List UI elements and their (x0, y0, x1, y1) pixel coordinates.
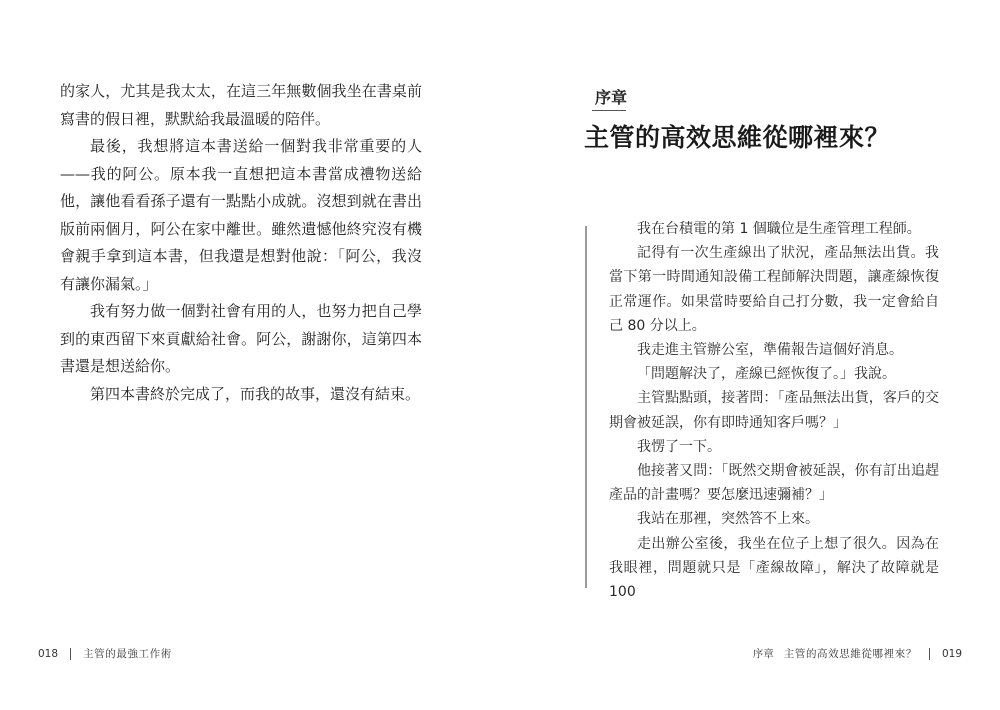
right-paragraph-8: 我站在那裡，突然答不上來。 (637, 511, 819, 528)
left-page-number: 018 (38, 647, 59, 660)
right-footer (753, 646, 962, 661)
left-footer (38, 646, 172, 661)
left-paragraph-1: 的家人，尤其是我太太，在這三年無數個我坐在書桌前寫書的假日裡，默默給我最溫暖的陪伴。 (60, 82, 422, 128)
right-paragraph-5: 主管點點頭，接著問：「產品無法出貨，客戶的交期會被延誤，你有即時通知客戶嗎？」 (609, 390, 939, 431)
left-paragraph-2: 最後，我想將這本書送給一個對我非常重要的人——我的阿公。原本我一直想把這本書當成禮物送給他，讓他看看孫子還有一點點小成就。沒想到就在書出版前兩個月，阿公在家中離世。雖然遺憾他終究沒有機會親手拿到這本書，但我還是想對他說：「阿公，我沒有讓你漏氣。」 (60, 137, 422, 293)
right-page (500, 0, 1000, 710)
right-page-body (609, 217, 939, 604)
right-paragraph-7: 他接著又問：「既然交期會被延誤，你有訂出追趕產品的計畫嗎？要怎麼迅速彌補？」 (609, 463, 939, 504)
chapter-rule (592, 110, 626, 111)
footer-divider (929, 648, 930, 660)
footer-divider (70, 648, 71, 660)
chapter-title: 主管的高效思維從哪裡來？ (584, 123, 891, 152)
right-paragraph-3: 我走進主管辦公室，準備報告這個好消息。 (637, 342, 903, 359)
right-footer-chapter-title: 主管的高效思維從哪裡來？ (783, 648, 917, 660)
right-footer-section: 序章 (752, 648, 774, 660)
right-page-number: 019 (941, 647, 962, 660)
left-page-body (60, 78, 422, 408)
right-paragraph-6: 我愣了一下。 (637, 438, 721, 455)
right-paragraph-1: 我在台積電的第 1 個職位是生產管理工程師。 (637, 221, 921, 237)
quote-side-bar (585, 226, 587, 588)
right-paragraph-4: 「問題解決了，產線已經恢復了。」我說。 (637, 366, 896, 383)
right-paragraph-9: 走出辦公室後，我坐在位子上想了很久。因為在我眼裡，問題就只是「產線故障」，解決了故障就是 100 (609, 535, 939, 601)
chapter-label: 序章 (595, 88, 628, 107)
left-footer-book-title: 主管的最強工作術 (83, 648, 172, 660)
left-paragraph-4: 第四本書終於完成了，而我的故事，還沒有結束。 (90, 384, 421, 403)
left-paragraph-3: 我有努力做一個對社會有用的人，也努力把自己學到的東西留下來貢獻給社會。阿公，謝謝你，這第四本書還是想送給你。 (60, 302, 422, 375)
right-paragraph-2: 記得有一次生產線出了狀況，產品無法出貨。我當下第一時間通知設備工程師解決問題，讓產線恢復正常運作。如果當時要給自己打分數，我一定會給自己 80 分以上。 (609, 245, 939, 334)
